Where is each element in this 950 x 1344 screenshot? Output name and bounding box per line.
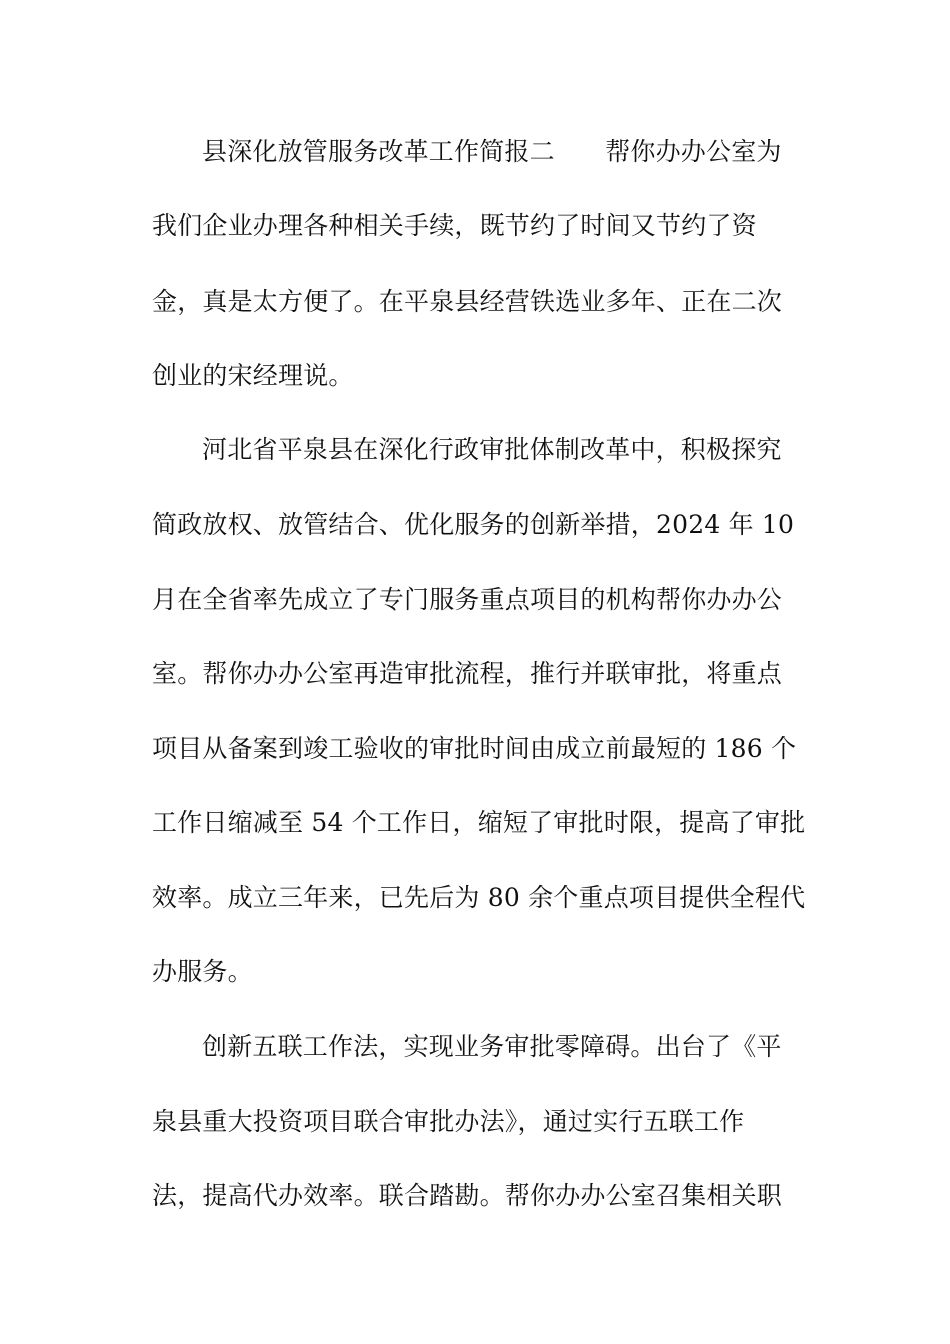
- paragraph-2-line-5: 项目从备案到竣工验收的审批时间由成立前最短的 186 个: [152, 734, 797, 763]
- paragraph-1-line-2: 我们企业办理各种相关手续，既节约了时间又节约了资: [152, 211, 757, 240]
- paragraph-2-line-4: 室。帮你办办公室再造审批流程，推行并联审批，将重点: [152, 659, 783, 688]
- paragraph-1-line-1: 县深化放管服务改革工作简报二 帮你办办公室为: [202, 137, 782, 166]
- paragraph-2-line-2: 简政放权、放管结合、优化服务的创新举措，2024 年 10: [152, 510, 795, 539]
- paragraph-3-line-3: 法，提高代办效率。联合踏勘。帮你办办公室召集相关职: [152, 1181, 783, 1210]
- paragraph-2-line-7: 效率。成立三年来，已先后为 80 余个重点项目提供全程代: [152, 883, 806, 912]
- paragraph-2-line-8: 办服务。: [152, 957, 253, 986]
- paragraph-1-line-3: 金，真是太方便了。在平泉县经营铁选业多年、正在二次: [152, 287, 783, 316]
- paragraph-3-line-1: 创新五联工作法，实现业务审批零障碍。出台了《平: [202, 1032, 782, 1061]
- paragraph-2-line-6: 工作日缩减至 54 个工作日，缩短了审批时限，提高了审批: [152, 808, 806, 837]
- paragraph-3-line-2: 泉县重大投资项目联合审批办法》，通过实行五联工作: [152, 1107, 745, 1136]
- paragraph-2-line-3: 月在全省率先成立了专门服务重点项目的机构帮你办办公: [152, 585, 783, 614]
- paragraph-2-line-1: 河北省平泉县在深化行政审批体制改革中，积极探究: [202, 435, 782, 464]
- paragraph-1-line-4: 创业的宋经理说。: [152, 361, 354, 390]
